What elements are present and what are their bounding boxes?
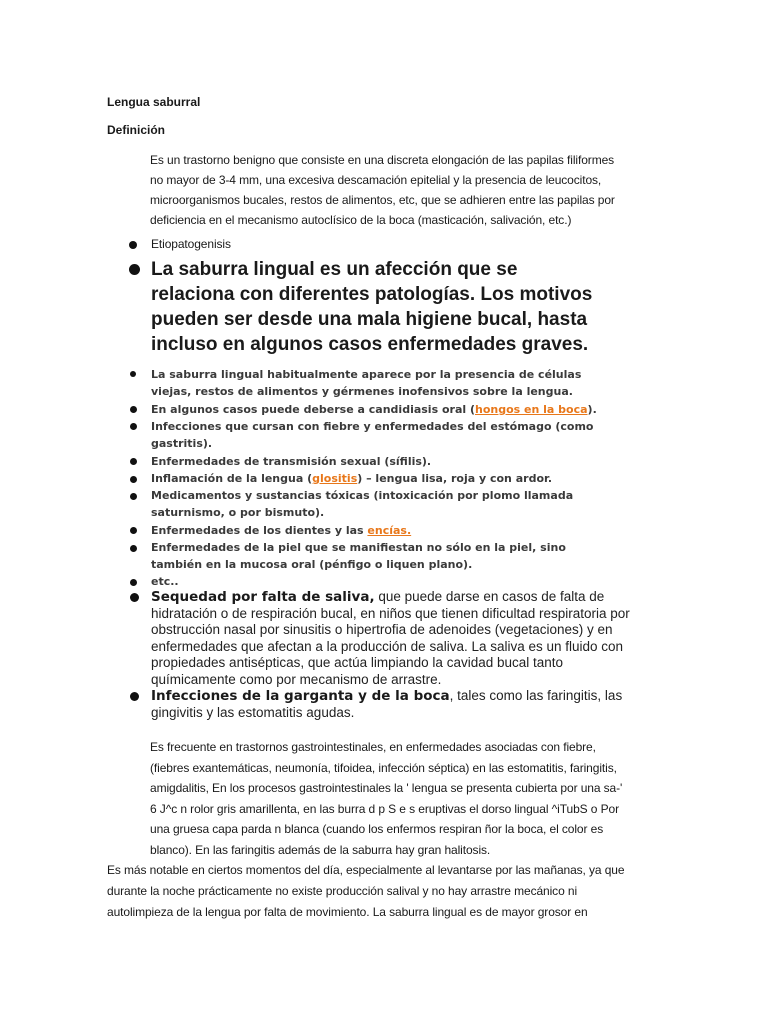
dryness-line: hidratación o de respiración bucal, en niños que tienen dificultad respiratoria por — [151, 605, 630, 621]
cause-line: La saburra lingual habitualmente aparece por la presencia de células — [151, 368, 582, 381]
summary-line: La saburra lingual es un afección que se — [151, 259, 518, 280]
definition-line: no mayor de 3-4 mm, una excesiva descamación epitelial y la presencia de leucocitos, — [150, 173, 602, 187]
definition-line: Es un trastorno benigno que consiste en una discreta elongación de las papilas filiformes — [150, 153, 615, 167]
cause-text: En algunos casos puede deberse a candidiasis oral ( — [151, 403, 475, 416]
bullet-icon — [130, 527, 137, 534]
cause-line: gastritis). — [151, 437, 213, 450]
summary-line: relaciona con diferentes patologías. Los motivos — [151, 284, 593, 305]
frequent-line: blanco). En las faringitis además de la saburra hay gran halitosis. — [150, 842, 491, 857]
cause-item: Enfermedades de transmisión sexual (sífilis). — [151, 455, 432, 468]
page-title: Lengua saburral — [107, 95, 201, 109]
cause-item — [151, 470, 552, 487]
dryness-line: obstrucción nasal por sinusitis o hipertrofia de adenoides (vegetaciones) y en — [151, 622, 613, 637]
cause-text: Enfermedades de los dientes y las — [151, 524, 368, 537]
cause-item — [151, 522, 411, 539]
bullet-icon — [130, 692, 139, 701]
hongos-en-la-boca-link[interactable]: hongos en la boca — [475, 403, 588, 416]
cause-item — [151, 401, 597, 418]
bullet-icon — [130, 545, 137, 552]
bullet-icon — [130, 423, 137, 430]
bullet-icon — [130, 593, 139, 602]
section-heading-definicion: Definición — [107, 123, 166, 137]
frequent-line: amigdalitis, En los procesos gastrointestinales la ' lengua se presenta cubierta por una sa-' — [150, 781, 623, 795]
summary-line: pueden ser desde una mala higiene bucal, hasta — [151, 309, 588, 330]
bullet-icon — [130, 406, 137, 413]
bullet-icon — [129, 264, 140, 275]
notable-line: autolimpieza de la lengua por falta de movimiento. La saburra lingual es de mayor grosor en — [107, 905, 588, 919]
infections-lead: Infecciones de la garganta y de la boca — [151, 688, 450, 704]
bullet-icon — [130, 458, 137, 465]
saburra-summary-paragraph — [151, 257, 592, 357]
bullet-icon — [129, 241, 137, 249]
glositis-link[interactable]: glositis — [312, 472, 358, 485]
cause-line: Infecciones que cursan con fiebre y enfermedades del estómago (como — [151, 420, 594, 433]
infections-line: gingivitis y las estomatitis agudas. — [151, 704, 355, 720]
dryness-line: propiedades antisépticas, que actúa limpiando la cavidad bucal tanto — [151, 655, 564, 670]
frequent-line: (fiebres exantemáticas, neumonía, tifoidea, infección séptica) en las estomatitis, faringitis, — [150, 760, 617, 775]
dryness-lead: Sequedad por falta de saliva, — [151, 589, 375, 605]
notable-line: durante la noche prácticamente no existe producción salival y no hay arrastre mecánico ni — [107, 884, 578, 898]
dryness-paragraph — [151, 589, 630, 688]
infections-paragraph — [151, 688, 622, 721]
definition-paragraph — [150, 150, 690, 230]
bullet-icon — [130, 579, 137, 586]
frequent-line: Es frecuente en trastornos gastrointestinales, en enfermedades asociadas con fiebre, — [150, 740, 596, 754]
cause-line: saturnismo, o por bismuto). — [151, 506, 325, 519]
cause-item — [151, 366, 581, 400]
encias-link[interactable]: encías. — [367, 524, 412, 537]
bullet-icon — [130, 476, 137, 483]
dryness-line: químicamente como por mecanismo de arrastre. — [151, 671, 442, 687]
notable-paragraph — [107, 860, 707, 923]
cause-text: Inflamación de la lengua ( — [151, 472, 313, 485]
dryness-text: que puede darse en casos de falta de — [374, 589, 605, 604]
cause-text: ) – lengua lisa, roja y con ardor. — [357, 472, 553, 485]
definition-line: deficiencia en el mecanismo autoclísico de la boca (masticación, salivación, etc.) — [150, 213, 572, 227]
definition-line: microorganismos bucales, restos de alimentos, etc, que se adhieren entre las papilas por — [150, 193, 615, 207]
dryness-line: enfermedades que afectan a la producción de saliva. La saliva es un fluido con — [151, 638, 624, 654]
bullet-icon — [130, 371, 136, 377]
frequent-paragraph — [150, 737, 690, 860]
etiopatogenisis-label: Etiopatogenisis — [151, 237, 231, 251]
cause-item — [151, 487, 573, 521]
cause-item — [151, 418, 593, 452]
frequent-line: una gruesa capa parda n blanca (cuando los enfermos respiran ñor la boca, el color es — [150, 822, 604, 836]
notable-line: Es más notable en ciertos momentos del día, especialmente al levantarse por las mañanas, ya que — [107, 863, 625, 877]
cause-text: ). — [587, 403, 597, 416]
bullet-icon — [130, 493, 137, 500]
cause-line: Medicamentos y sustancias tóxicas (intoxicación por plomo llamada — [151, 489, 574, 502]
cause-line: viejas, restos de alimentos y gérmenes inofensivos sobre la lengua. — [151, 385, 573, 398]
infections-text: , tales como las faringitis, las — [449, 688, 623, 703]
summary-line: incluso en algunos casos enfermedades graves. — [151, 334, 589, 355]
cause-item — [151, 539, 566, 573]
cause-line: Enfermedades de la piel que se manifiestan no sólo en la piel, sino — [151, 541, 566, 554]
cause-line: también en la mucosa oral (pénfigo o liquen plano). — [151, 558, 473, 571]
cause-item: etc.. — [151, 575, 179, 588]
frequent-line: 6 J^c n rolor gris amarillenta, en las burra d p S e s eruptivas el dorso lingual ^iTubS o Por — [150, 801, 619, 816]
